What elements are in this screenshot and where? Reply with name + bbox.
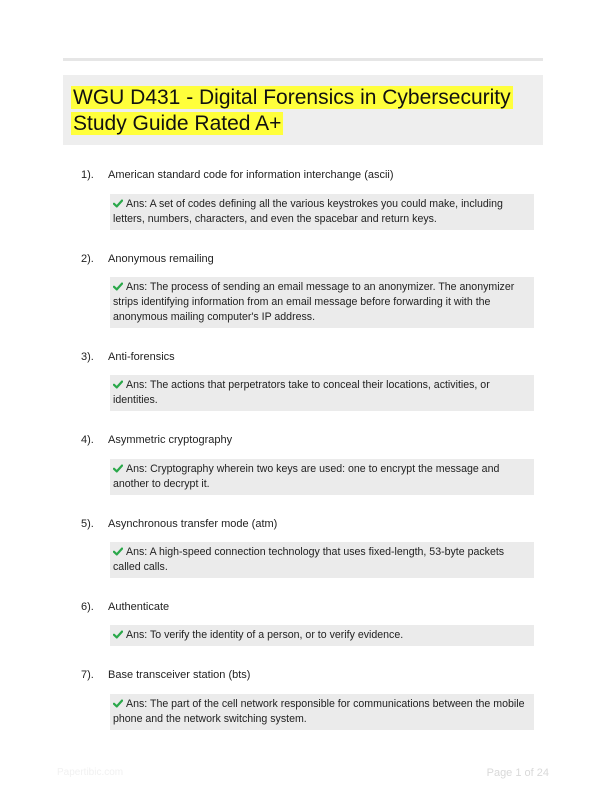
- check-icon: [113, 699, 123, 708]
- question-number: 3).: [81, 351, 94, 363]
- footer-watermark: Papertibic.com: [57, 767, 124, 778]
- question-term: Anonymous remailing: [108, 253, 214, 265]
- answer-box: [110, 194, 534, 230]
- check-icon: [113, 199, 123, 208]
- answer-box: [110, 542, 534, 578]
- answer-box: [110, 459, 534, 495]
- answer-box: [110, 694, 534, 730]
- question-term: Asynchronous transfer mode (atm): [108, 518, 278, 530]
- question-term: Authenticate: [108, 601, 170, 613]
- document-title-text: WGU D431 - Digital Forensics in Cybersecurity Study Guide Rated A+: [73, 86, 511, 135]
- question-term: Anti-forensics: [108, 351, 175, 363]
- answer-text: Cryptography wherein two keys are used: one to encrypt the message and another to decrypt it.: [113, 463, 500, 490]
- answer-prefix: Ans:: [126, 281, 148, 293]
- answer-prefix: Ans:: [126, 698, 148, 710]
- answer-text: The actions that perpetrators take to conceal their locations, activities, or identities.: [113, 379, 490, 406]
- question-number: 7).: [81, 669, 94, 681]
- answer-box: [110, 375, 534, 411]
- question-term: American standard code for information interchange (ascii): [108, 169, 394, 181]
- question-number: 4).: [81, 434, 94, 446]
- question-term: Asymmetric cryptography: [108, 434, 233, 446]
- check-icon: [113, 380, 123, 389]
- answer-box: [110, 277, 534, 328]
- answer-text: A high-speed connection technology that uses fixed-length, 53-byte packets called calls.: [113, 546, 505, 573]
- answer-prefix: Ans:: [126, 198, 148, 210]
- answer-prefix: Ans:: [126, 463, 148, 475]
- answer-text: The part of the cell network responsible for communications between the mobile phone and the network switching system.: [113, 698, 525, 725]
- answer-prefix: Ans:: [126, 546, 148, 558]
- question-number: 5).: [81, 518, 94, 530]
- question-number: 1).: [81, 169, 94, 181]
- page-number: Page 1 of 24: [486, 767, 549, 779]
- answer-text: To verify the identity of a person, or to verify evidence.: [149, 629, 404, 641]
- question-term: Base transceiver station (bts): [108, 669, 251, 681]
- answer-prefix: Ans:: [126, 379, 148, 391]
- check-icon: [113, 282, 123, 291]
- check-icon: [113, 547, 123, 556]
- question-number: 2).: [81, 253, 94, 265]
- answer-prefix: Ans:: [126, 629, 148, 641]
- answer-text: The process of sending an email message to an anonymizer. The anonymizer strips identifying information from an email message before forwarding it with the anonymous mailing computer's IP address.: [113, 281, 515, 323]
- answer-box: [110, 625, 534, 646]
- question-number: 6).: [81, 601, 94, 613]
- answer-text: A set of codes defining all the various keystrokes you could make, including letters, numbers, characters, and even the spacebar and return keys.: [113, 198, 503, 225]
- check-icon: [113, 464, 123, 473]
- check-icon: [113, 630, 123, 639]
